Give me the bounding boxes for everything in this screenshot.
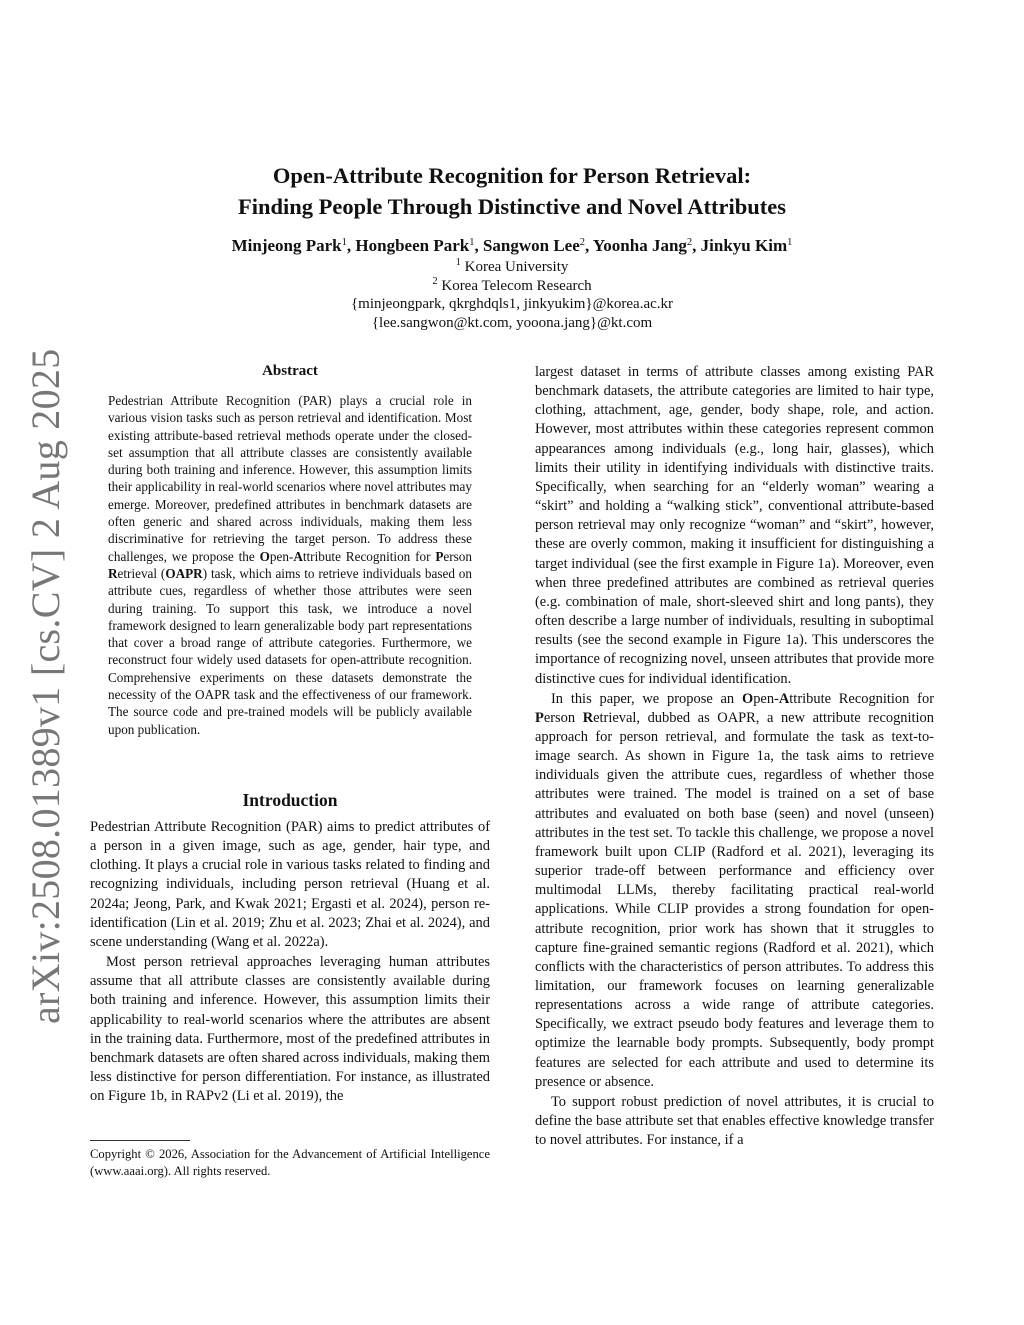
- paragraph-text: In this paper, we propose an: [551, 690, 742, 707]
- abstract-text: ttribute Recognition for: [302, 548, 436, 564]
- abstract-text: etrieval (: [117, 565, 166, 581]
- title-line-2: Finding People Through Distinctive and Novel Attributes: [238, 194, 786, 219]
- introduction-heading: Introduction: [242, 790, 338, 810]
- author-name: Sangwon Lee: [482, 236, 580, 255]
- body-paragraph: largest dataset in terms of attribute classes among existing PAR benchmark datasets, the attribute categories are limited to hair type, clothing, attachment, age, gender, body shape, role, and action. However, most attributes within these categories represent common appearances among individuals (e.g., long hair, glasses), which limits their utility in identifying individuals with distinctive traits. Specifically, when searching for an “elderly woman” wearing a “skirt” and holding a “walking stick”, conventional attribute-based person retrieval may only recognize “woman” and “skirt”, however, these are overly common, making it insufficient for distinguishing a target individual (see the first example in Figure 1a). Moreover, even when three predefined attributes are combined as retrieval queries (e.g. combination of male, short-sleeved shirt and long pants), they often describe a large number of individuals, resulting in suboptimal results (see the second example in Figure 1a). This underscores the importance of recognizing novel, unseen attributes that provide more distinctive cues for individual identification.: [535, 364, 934, 687]
- author-email-line: {minjeongpark, qkrghdqls1, jinkyukim}@korea.ac.kr: [350, 296, 674, 312]
- paper-title: [0, 160, 1024, 222]
- left-column-body: [90, 818, 490, 1106]
- abstract-body: [108, 392, 472, 738]
- arxiv-side-stamp: [20, 348, 72, 1024]
- author-separator: ,: [585, 236, 593, 255]
- paragraph-text: pen-: [753, 690, 779, 707]
- body-paragraph: To support robust prediction of novel attributes, it is crucial to define the base attribute set that enables effective knowledge transfer to novel attributes. For instance, if a: [535, 1093, 934, 1149]
- author-list: [0, 234, 1024, 258]
- abstract-text: pen-: [269, 548, 294, 564]
- abstract-emphasis: O: [259, 548, 270, 564]
- paragraph-text: etrieval, dubbed as OAPR, a new attribute recognition approach for person retrieval, and formulate the task as text-to-image search. As shown in Figure 1a, the task aims to retrieve individuals given the attribute cues, regardless of whether those attributes were trained. The model is trained on a set of base attributes and evaluated on both base (seen) and novel (unseen) attributes in the test set. To tackle this challenge, we propose a novel framework built upon CLIP (Radford et al. 2021), leveraging its superior trade-off between performance and efficiency over multimodal LLMs, thereby facilitating practical real-world applications. While CLIP provides a strong foundation for open-attribute recognition, prior work has shown that it struggles to capture fine-grained semantic regions (Radford et al. 2021), which conflicts with the characteristics of person attributes. To address this limitation, our framework focuses on learning generalizable representations across a wide range of attribute categories. Specifically, we extract pseudo body features and leverage them to optimize the learnable body prompts. Subsequently, body prompt features are selected for each attribute and used to determine its presence or absence.: [535, 709, 934, 1090]
- author-affiliation-mark: 2: [686, 237, 693, 248]
- paragraph-text: ttribute Recognition for: [789, 690, 935, 707]
- abstract-emphasis: R: [108, 565, 118, 581]
- author-affiliation-mark: 2: [579, 237, 586, 248]
- author-name: Hongbeen Park: [355, 236, 470, 255]
- author-separator: ,: [474, 236, 483, 255]
- abstract-text: Pedestrian Attribute Recognition (PAR) plays a crucial role in various vision tasks such as person retrieval and identification. Most existing attribute-based retrieval methods operate under the closed-set assumption that all attribute classes are consistently available during both training and inference. However, this assumption limits their applicability in real-world scenarios where novel attributes may emerge. Moreover, predefined attributes in benchmark datasets are often generic and shared across individuals, making them less discriminative for retrieving the target person. To address these challenges, we propose the: [108, 393, 472, 564]
- affiliation-line: [0, 258, 1024, 277]
- abstract-text: erson: [443, 548, 472, 564]
- body-paragraph: Pedestrian Attribute Recognition (PAR) aims to predict attributes of a person in a given image, such as age, gender, hair type, and clothing. It plays a crucial role in various tasks related to finding and recognizing individuals, including person retrieval (Huang et al. 2024a; Jeong, Park, and Kwak 2021; Ergasti et al. 2024), person re-identification (Lin et al. 2019; Zhu et al. 2023; Zhai et al. 2024), and scene understanding (Wang et al. 2022a).: [90, 819, 490, 950]
- abstract-emphasis: A: [293, 548, 303, 564]
- paragraph-emphasis: A: [778, 690, 790, 707]
- author-separator: ,: [692, 236, 701, 255]
- author-name: Minjeong Park: [231, 236, 342, 255]
- abstract-heading: Abstract: [262, 363, 318, 379]
- footnote-rule: [90, 1140, 190, 1141]
- paragraph-emphasis: O: [741, 690, 754, 707]
- paragraph-emphasis: P: [535, 709, 544, 726]
- paragraph-text: erson: [543, 709, 583, 726]
- body-paragraph: [535, 690, 934, 1092]
- abstract-emphasis: P: [435, 548, 444, 564]
- author-affiliation-mark: 1: [469, 237, 475, 248]
- author-affiliation-mark: 1: [341, 237, 347, 248]
- title-line-1: Open-Attribute Recognition for Person Retrieval:: [272, 163, 752, 188]
- arxiv-identifier: arXiv:2508.01389v1 [cs.CV] 2 Aug 2025: [23, 348, 68, 1024]
- right-column-body: [535, 363, 934, 1150]
- affiliation-name: Korea Telecom Research: [441, 277, 592, 294]
- paragraph-emphasis: R: [582, 709, 594, 726]
- copyright-footnote: Copyright © 2026, Association for the Advancement of Artificial Intelligence (www.aaai.org). All rights reserved.: [90, 1147, 490, 1178]
- affiliation-line: [0, 277, 1024, 296]
- author-separator: ,: [346, 236, 356, 255]
- author-name: Yoonha Jang: [592, 236, 687, 255]
- body-paragraph: Most person retrieval approaches leveraging human attributes assume that all attribute classes are consistently available during both training and inference. However, this assumption limits their applicability to real-world scenarios where the attributes are absent in the training data. Furthermore, most of the predefined attributes in benchmark datasets are often shared across individuals, making them less distinctive for person differentiation. For instance, as illustrated on Figure 1b, in RAPv2 (Li et al. 2019), the: [90, 954, 490, 1105]
- affiliation-mark: 1: [455, 257, 461, 268]
- author-email-line: {lee.sangwon@kt.com, yooona.jang}@kt.com: [371, 314, 653, 331]
- affiliation-mark: 2: [432, 275, 438, 287]
- affiliation-name: Korea University: [464, 259, 569, 275]
- author-affiliation-mark: 1: [787, 237, 793, 248]
- abstract-text: ) task, which aims to retrieve individuals based on attribute cues, regardless of whether those attributes were seen during training. To support this task, we introduce a novel framework designed to learn generalizable body part representations that cover a broad range of attribute categories. Furthermore, we reconstruct four widely used datasets for open-attribute recognition. Comprehensive experiments on these datasets demonstrate the necessity of the OAPR task and the effectiveness of our framework. The source code and pre-trained models will be publicly available upon publication.: [108, 565, 472, 737]
- author-name: Jinkyu Kim: [700, 236, 788, 255]
- paper-header: [0, 160, 1024, 332]
- abstract-emphasis: OAPR: [165, 565, 203, 581]
